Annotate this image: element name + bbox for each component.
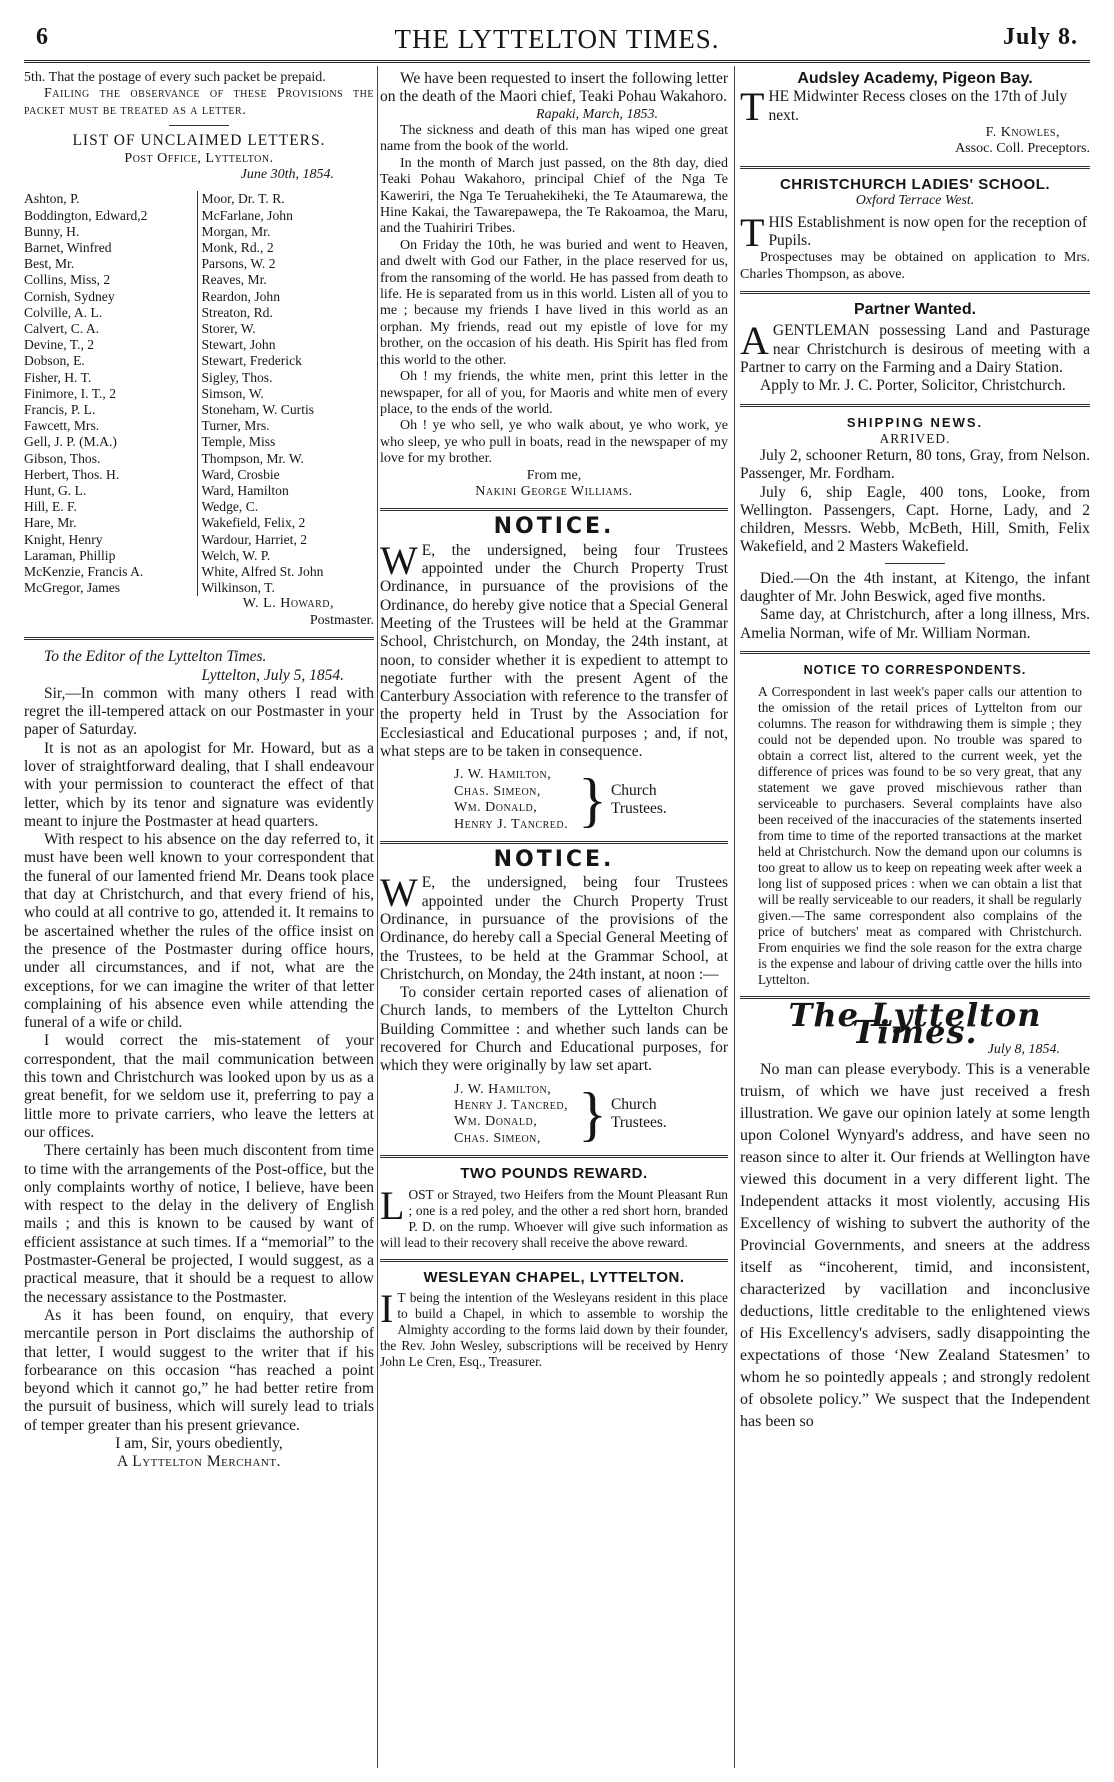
letter-recipient: Francis, P. L. [24,401,96,417]
trustee-name: Wm. Donald, [454,1114,538,1130]
letter-body [24,685,374,1435]
letter-recipient: Gibson, Thos. [24,450,101,466]
separator [380,841,728,844]
letter-recipient: White, Alfred St. John [201,564,324,579]
letter-recipient: Hare, Mr. [24,515,77,531]
letter-recipient: McKenzie, Francis A. [24,564,144,579]
separator [380,1155,728,1158]
reward-heading: TWO POUNDS REWARD. [460,1165,648,1183]
post-office-line: Post Office, Lyttelton. [124,150,274,166]
notice-2-body: E, the undersigned, being four Trustees appointed under the Church Property Trust Ordinance, in pursuance of the provisions of the Ordinance, do hereby call a Special General Meeting of the Trustees, to be held at the Grammar School, at Christchurch, on Monday, the 24th instant, at noon :— [380,874,728,983]
trustee-names [454,1082,574,1148]
letter-recipient: Cornish, Sydney [24,288,115,304]
trustee-names [454,767,574,833]
separator [740,166,1090,169]
separator [740,404,1090,407]
letter-recipient: Wilkinson, T. [201,580,275,596]
drop-cap: W [380,537,418,583]
letter-place-date: Lyttelton, July 5, 1854. [201,666,344,684]
trustee-name: Henry J. Tancred. [454,816,569,832]
death-notice: Died.—On the 4th instant, at Kitengo, the infant daughter of Mr. John Beswick, aged five months. [740,569,1090,605]
letter-recipient: Finimore, I. T., 2 [24,385,117,401]
notice-1-text [380,537,728,762]
drop-cap: T [740,209,765,255]
letter-recipient: Fisher, H. T. [24,369,92,385]
shipping-items [740,447,1090,557]
trustee-name: Henry J. Tancred, [454,1098,569,1114]
letter-recipient: Reaves, Mr. [201,272,267,288]
trustee-name: Wm. Donald, [454,800,538,816]
trustee-role: Trustees. [610,800,667,818]
page-header [36,24,1078,58]
maori-letter-from: From me, [526,467,582,483]
paragraph: There certainly has been much discontent from time to time with the arrangements of the Post-office, but the only complaints worthy of notice, I believe, have been with respect to the delay in the delivery of English mails ; and this is known to be caused by want of efficient assistance at such times. If a “memorial” to the Postmaster-General be projected, I would suggest, as a practical measure, that it should be a request to allow the necessary assistance to the Postmaster. [24,1142,374,1306]
letter-recipient: Stewart, Frederick [201,353,302,369]
letter-recipient: Bunny, H. [24,223,80,239]
letter-recipient: Colville, A. L. [24,304,103,320]
letter-recipient: McFarlane, John [201,207,293,223]
letter-recipient: Moor, Dr. T. R. [201,191,285,207]
paragraph: Oh ! ye who sell, ye who walk about, ye who work, ye who sleep, ye who pull in boats, read in the newspaper of my love for my brother. [380,418,728,467]
letter-recipient: Laraman, Phillip [24,547,116,563]
letter-recipient: Ward, Crosbie [201,466,280,482]
shipping-item: July 6, ship Eagle, 400 tons, Looke, from Wellington. Passengers, Capt. Horne, Lady, and 2 children, Messrs. Webb, McBeth, Hill, Smith, Felix Wakefield, and 2 Masters Wakefield. [740,483,1090,556]
editorial-date: July 8, 1854. [987,1042,1060,1058]
letter-recipient: Sigley, Thos. [201,369,273,385]
ladies-school-body-2: Prospectuses may be obtained on application to Mrs. Charles Thompson, as above. [740,250,1090,282]
separator [740,291,1090,294]
ladies-school-body: HIS Establishment is now open for the reception of Pupils. [768,213,1087,249]
wesleyan-text [380,1286,728,1370]
wesleyan-body: T being the intention of the Wesleyans resident in this place to build a Chapel, in which to assemble to worship the Almighty according to the forms laid down by their founder, the Rev. John Wesley, subscriptions will be received by Henry John Le Cren, Esq., Treasurer. [380,1290,728,1370]
letter-recipient: Monk, Rd., 2 [201,239,274,255]
paragraph: On Friday the 10th, he was buried and went to Heaven, and dwelt with God our Father, in the place reserved for us, from the ransoming of the world. He has passed from death to life. He is separated from us in this world. Listen all of you to me ; because my friends I have lived in this world as an orphan. My friends, read out my epistle of love for my brother, on the occasion of his death. His Spirit has fled from this world to the other. [380,237,728,368]
shipping-sub: ARRIVED. [879,430,951,446]
letter-recipient: Boddington, Edward,2 [24,207,148,223]
paragraph: The sickness and death of this man has wiped one great name from the book of the world. [380,123,728,155]
header-rule [24,60,1090,63]
ladies-school-text [740,209,1090,255]
letter-recipient: Collins, Miss, 2 [24,272,111,288]
correspondents-heading: NOTICE TO CORRESPONDENTS. [803,662,1027,677]
notice-2-text [380,870,728,984]
letter-recipient: Wakefield, Felix, 2 [201,515,306,531]
partner-text [740,318,1090,377]
notice-1-trustees [454,767,728,833]
letter-recipient: Stoneham, W. Curtis [201,401,315,417]
separator [380,1259,728,1262]
letter-recipient: Dobson, E. [24,353,85,369]
letter-closing: I am, Sir, yours obediently, [115,1434,283,1452]
unclaimed-letters-list [24,191,374,596]
letter-recipient: Turner, Mrs. [201,418,270,434]
drop-cap: L [380,1182,405,1228]
column-divider [734,66,735,1768]
notice-heading: NOTICE. [493,514,615,540]
audsley-signature: F. Knowles, [985,124,1060,140]
unclaimed-letters-title: LIST OF UNCLAIMED LETTERS. [72,132,326,150]
letter-recipient: Ward, Hamilton [201,482,289,498]
audsley-signature-title: Assoc. Coll. Preceptors. [955,141,1090,157]
drop-cap: T [740,84,765,130]
separator [169,125,229,126]
trustee-name: J. W. Hamilton, [454,1081,552,1097]
postage-rule: 5th. That the postage of every such packet be prepaid. [24,70,326,85]
postmaster-title: Postmaster. [309,612,374,628]
letter-recipient: Hill, E. F. [24,499,77,515]
letter-recipient: Welch, W. P. [201,547,271,563]
letter-recipient: Wardour, Harriet, 2 [201,531,308,547]
maori-letter-intro: We have been requested to insert the following letter on the death of the Maori chief, Teaki Pohau Wakahoro. [380,70,728,106]
letter-signature: A Lyttelton Merchant. [117,1453,281,1471]
correspondents-body: A Correspondent in last week's paper calls our attention to the omission of the retail prices of Lyttelton from our columns. The reason for withdrawing them is simple ; they could not be depended upon. No trouble was spared to obtain a correct list, altered to the current week, yet the difference of prices was found to be so very great, that any statement we gave proved mischievous rather than serviceable to purchasers. Several complaints have also been received of the inaccuracies of the statements inserted from time to time of the reported transactions at the market held at Christchurch. Now the demand upon our columns is too great to allow us to keep on repeating week after week a long list of supposed prices : when we can obtain a list that will be really serviceable to our readers, it shall be regularly given.—The same correspondent also complains of the price of butchers' meat as compared with Christchurch. From enquiries we find the sole reason for the extra charge is the expense and labour of driving cattle over the hills into Lyttelton. [758,684,1082,988]
letters-date: June 30th, 1854. [240,166,334,182]
letter-recipient: Reardon, John [201,288,281,304]
trustee-name: Chas. Simeon, [454,1130,541,1146]
paragraph: With respect to his absence on the day referred to, it must have been well known to your correspondent that the funeral of our lamented friend Mr. Deans took place that day at Christchurch, and that every friend of his, who could at all contrive to go, attended it. It remains to be ascertained whether the rules of the office insist on the presence of the Postmaster during office hours, under all circumstances, and if not, what are the exceptions, for we can imagine the writer of that letter complaining of his absence even while attending the funeral of a wife or child. [24,831,374,1032]
letters-right-column [197,191,375,596]
letter-recipient: Streaton, Rd. [201,304,273,320]
drop-cap: I [380,1286,394,1332]
letter-recipient: Temple, Miss [201,434,276,450]
separator [740,651,1090,654]
newspaper-title: THE LYTTELTON TIMES. [394,24,720,54]
letter-recipient: Herbert, Thos. H. [24,466,120,482]
notice-heading: NOTICE. [493,846,615,872]
paragraph: It is not as an apologist for Mr. Howard, but as a lover of straightforward dealing, that I shall endeavour with your permission to counteract the effect of that letter, which by its tenor and signature was evidently meant to injure the Postmaster at head quarters. [24,739,374,830]
deaths-notices [740,570,1090,643]
separator [885,563,945,564]
notice-2-body-2: To consider certain reported cases of alienation of Church lands, to members of the Lyttelton Church Building Committee : and whether such lands can be recovered for Church and Educational purposes, for which they were originally by law set apart. [380,984,728,1075]
death-notice: Same day, at Christchurch, after a long illness, Mrs. Amelia Norman, wife of Mr. William Norman. [740,606,1090,642]
column-divider [377,66,378,1768]
letters-left-column [24,191,197,596]
page-number: 6 [36,24,48,50]
letter-recipient: McGregor, James [24,580,121,596]
postmaster-signature: W. L. Howard, [242,596,334,612]
drop-cap: W [380,870,418,916]
letter-recipient: Morgan, Mr. [201,223,271,239]
ladies-school-sub: Oxford Terrace West. [855,193,975,209]
shipping-heading: SHIPPING NEWS. [846,414,984,430]
letter-recipient: Calvert, C. A. [24,320,100,336]
issue-date: July 8. [1002,24,1078,50]
drop-cap: A [740,318,769,364]
paragraph: Sir,—In common with many others I read with regret the ill-tempered attack on our Postmaster in your paper of Saturday. [24,684,374,739]
partner-body: GENTLEMAN possessing Land and Pasturage near Christchurch is desirous of meeting with a Partner to carry on the Farming and a Dairy Station. [740,322,1090,376]
letter-addressee: To the Editor of the Lyttelton Times. [44,648,267,666]
letter-recipient: Hunt, G. L. [24,482,87,498]
trustee-role: Trustees. [610,1114,667,1132]
letter-recipient: Devine, T., 2 [24,337,95,353]
brace: } [578,1081,607,1148]
letter-recipient: Gell, J. P. (M.A.) [24,434,117,450]
postage-failing: Failing the observance of these Provisions the packet must be treated as a letter. [24,86,374,118]
separator [380,508,728,511]
trustee-name: Chas. Simeon, [454,783,541,799]
trustee-name: J. W. Hamilton, [454,767,552,783]
audsley-body: HE Midwinter Recess closes on the 17th of July next. [768,88,1068,124]
letter-recipient: Ashton, P. [24,191,80,207]
paragraph: I would correct the mis-statement of your correspondent, that the mail communication between this town and Christchurch was looked upon by us as a great benefit, for we seldom use it, preferring to pay a little more to private carriers, who leave the letters at our offices. [24,1032,374,1141]
maori-letter-body [380,123,728,468]
wesleyan-heading: WESLEYAN CHAPEL, LYTTELTON. [423,1268,685,1286]
letter-recipient: Fawcett, Mrs. [24,418,100,434]
letter-recipient: Best, Mr. [24,256,75,272]
letter-recipient: Simson, W. [201,385,264,401]
paragraph: In the month of March just passed, on the 8th day, died Teaki Pohau Wakahoro, principal Chief of the Nga Te Kaweriri, the Nga Te Teruahekiheki, the Te Ataumarewa, the Hine Kakai, the Tawarepawepa, the Te Rakoamoa, the Maru, and the Tuahiriri Tribes. [380,155,728,237]
maori-letter-place-date: Rapaki, March, 1853. [536,106,658,122]
trustee-role: Church [610,1096,657,1114]
partner-heading: Partner Wanted. [853,300,977,318]
brace: } [578,767,607,834]
reward-body: OST or Strayed, two Heifers from the Mount Pleasant Run ; one is a red poley, and the other a red short horn, branded P. D. on the rump. Whoever will give such information as will lead to their recovery shall receive the above reward. [380,1186,728,1250]
letter-recipient: Wedge, C. [201,499,259,515]
letter-recipient: Parsons, W. 2 [201,256,276,272]
column-3 [740,70,1090,1768]
letter-recipient: Stewart, John [201,337,276,353]
paragraph: Oh ! my friends, the white men, print this letter in the newspaper, for all of you, for Maoris and white men of every place, to the ends of the world. [380,369,728,417]
ladies-school-heading: CHRISTCHURCH LADIES' SCHOOL. [779,175,1051,193]
paragraph: As it has been found, on enquiry, that every mercantile person in Port disclaims the authorship of that letter, I would suggest to the writer that if his forbearance on this occasion “has reached a point beyond which it cannot go,” he had better retire from the pursuit of business, which will surely lead to trials of temper greater than his present grievance. [24,1306,374,1434]
letter-recipient: Storer, W. [201,320,256,336]
column-2 [380,70,728,1768]
notice-1-body: E, the undersigned, being four Trustees appointed under the Church Property Trust Ordinance, in pursuance of the provisions of the Ordinance, do hereby give notice that a Special General Meeting of the Trustees will be held at the Grammar School, Christchurch, on Monday, the 24th instant, at noon, to consider whether it is expedient to attempt to negotiate further with the present Agent of the Canterbury Association with reference to the transfer of the property held in Trust by the Association for Ecclesiastical and Educational purposes ; and, if not, what steps are to be taken in consequence. [380,541,728,761]
shipping-item: July 2, schooner Return, 80 tons, Gray, from Nelson. Passenger, Mr. Fordham. [740,446,1090,483]
column-1 [24,70,374,1768]
letter-recipient: Barnet, Winfred [24,239,112,255]
audsley-heading: Audsley Academy, Pigeon Bay. [797,70,1033,87]
reward-text [380,1182,728,1251]
letter-recipient: Thompson, Mr. W. [201,450,304,466]
editorial-masthead: The Lyttelton Times. [788,996,1042,1051]
notice-2-trustees [454,1082,728,1148]
trustee-role: Church [610,781,657,799]
editorial-body: No man can please everybody. This is a venerable truism, of which we have just received a fresh illustration. We gave our opinion lately at some length upon Colonel Wynyard's address, and have seen no reason since to alter it. Our friends at Wellington have viewed this document in a very different light. The Independent attacks it most violently, accusing His Excellency of wishing to subvert the authority of the Provincial Governments, and sneers at the address itself as “incoherent, timid, and inconsistent, characterized by vacillation and inconclusive deductions, little creditable to the enlightened views of His Excellency's advisers, sadly disappointing the expectations of those ‘New Zealand Statesmen’ to whom he so pointedly appeals ; and strongly redolent of obsolete policy.” We suspect that the Independent has been so [740,1060,1090,1430]
letter-recipient: Knight, Henry [24,531,103,547]
separator [24,637,374,640]
audsley-text [740,84,1090,130]
maori-letter-signature: Nakini George Williams. [475,483,633,499]
partner-body-2: Apply to Mr. J. C. Porter, Solicitor, Christchurch. [760,377,1066,395]
